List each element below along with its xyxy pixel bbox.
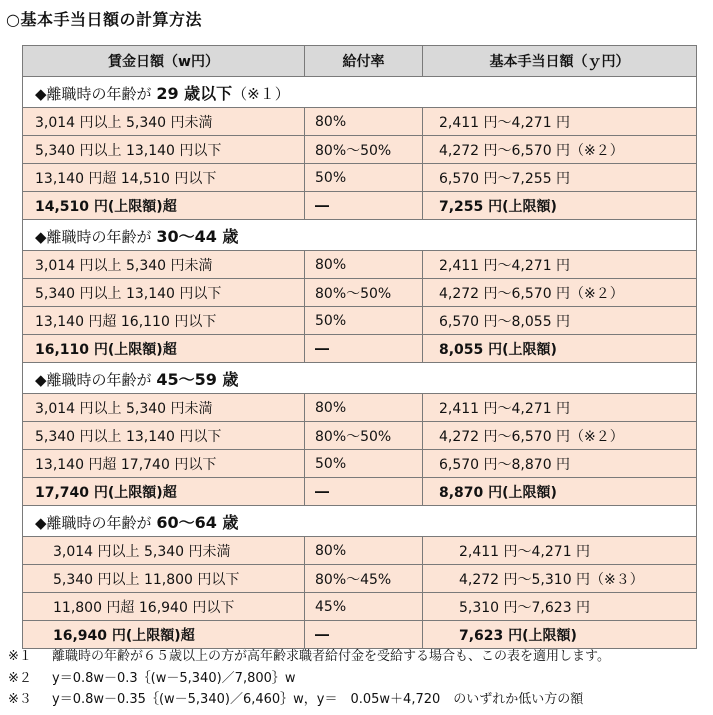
- table-row: [23, 108, 697, 136]
- wage-cell: 17,740 円(上限額)超: [23, 478, 305, 506]
- rate-cell: 80%～50%: [305, 279, 423, 307]
- footnotes: [8, 646, 610, 711]
- wage-cell: 3,014 円以上 5,340 円未満: [23, 108, 305, 136]
- rate-cell: ―: [305, 478, 423, 506]
- section-heading: [23, 363, 697, 394]
- table-row: [23, 537, 697, 565]
- section-age: 60～64 歳: [156, 512, 239, 532]
- table-row: [23, 251, 697, 279]
- rate-cell: 80%: [305, 394, 423, 422]
- benefit-cell: 2,411 円～4,271 円: [423, 251, 697, 279]
- section-age-60-64: [23, 506, 697, 649]
- section-age-45-59: [23, 363, 697, 506]
- wage-cell: 3,014 円以上 5,340 円未満: [23, 251, 305, 279]
- section-prefix: ◆離職時の年齢が: [35, 513, 157, 532]
- rate-cell: ―: [305, 335, 423, 363]
- wage-cell: 13,140 円超 17,740 円以下: [23, 450, 305, 478]
- benefit-cell: 8,055 円(上限額): [423, 335, 697, 363]
- wage-cell: 3,014 円以上 5,340 円未満: [23, 537, 305, 565]
- section-prefix: ◆離職時の年齢が: [35, 84, 157, 103]
- footnote-3: [8, 689, 610, 711]
- wage-cell: 16,940 円(上限額)超: [23, 621, 305, 649]
- rate-cell: 80%～50%: [305, 422, 423, 450]
- header-wage: 賃金日額（w円）: [23, 46, 305, 77]
- benefit-cell: 6,570 円～8,055 円: [423, 307, 697, 335]
- section-age-30-44: [23, 220, 697, 363]
- table-row: [23, 394, 697, 422]
- benefit-cell: 6,570 円～7,255 円: [423, 164, 697, 192]
- rate-cell: 50%: [305, 450, 423, 478]
- benefit-cell: 5,310 円～7,623 円: [423, 593, 697, 621]
- table-row: [23, 422, 697, 450]
- section-suffix: （※１）: [232, 84, 290, 103]
- rate-cell: ―: [305, 621, 423, 649]
- rate-cell: 80%: [305, 108, 423, 136]
- rate-cell: 45%: [305, 593, 423, 621]
- section-heading: [23, 506, 697, 537]
- benefit-cell: 2,411 円～4,271 円: [423, 537, 697, 565]
- benefit-cell: 4,272 円～5,310 円（※３）: [423, 565, 697, 593]
- footnote-text: 離職時の年齢が６５歳以上の方が高年齢求職者給付金を受給する場合も、この表を適用します。: [52, 649, 610, 664]
- footnote-text: y＝0.8w－0.35｛(w－5,340)／6,460｝w，y＝ 0.05w＋4,720 のいずれか低い方の額: [52, 692, 584, 707]
- rate-cell: 80%: [305, 251, 423, 279]
- table-row-limit: [23, 192, 697, 220]
- wage-cell: 11,800 円超 16,940 円以下: [23, 593, 305, 621]
- benefit-table: [22, 45, 697, 649]
- benefit-cell: 4,272 円～6,570 円（※２）: [423, 279, 697, 307]
- section-prefix: ◆離職時の年齢が: [35, 370, 157, 389]
- benefit-cell: 2,411 円～4,271 円: [423, 108, 697, 136]
- benefit-cell: 4,272 円～6,570 円（※２）: [423, 422, 697, 450]
- rate-cell: 50%: [305, 307, 423, 335]
- wage-cell: 13,140 円超 16,110 円以下: [23, 307, 305, 335]
- footnote-mark: ※２: [8, 670, 32, 686]
- benefit-cell: 7,623 円(上限額): [423, 621, 697, 649]
- header-rate: 給付率: [305, 46, 423, 77]
- page-title: ○基本手当日額の計算方法: [6, 10, 202, 29]
- wage-cell: 5,340 円以上 13,140 円以下: [23, 136, 305, 164]
- table-row: [23, 565, 697, 593]
- table-row: [23, 307, 697, 335]
- section-age: 30～44 歳: [156, 226, 239, 246]
- header-row: [23, 46, 697, 77]
- rate-cell: 80%～45%: [305, 565, 423, 593]
- benefit-cell: 6,570 円～8,870 円: [423, 450, 697, 478]
- section-age: 29 歳以下: [156, 83, 233, 103]
- header-benefit: 基本手当日額（ｙ円）: [423, 46, 697, 77]
- table-row-limit: [23, 621, 697, 649]
- rate-cell: 80%～50%: [305, 136, 423, 164]
- footnote-1: [8, 646, 610, 668]
- section-age-29: [23, 77, 697, 220]
- benefit-cell: 7,255 円(上限額): [423, 192, 697, 220]
- table-row-limit: [23, 478, 697, 506]
- footnote-mark: ※１: [8, 649, 32, 664]
- footnote-mark: ※３: [8, 692, 32, 707]
- footnote-2: [8, 668, 610, 690]
- section-age: 45～59 歳: [156, 369, 239, 389]
- table-row: [23, 450, 697, 478]
- benefit-cell: 2,411 円～4,271 円: [423, 394, 697, 422]
- wage-cell: 14,510 円(上限額)超: [23, 192, 305, 220]
- section-prefix: ◆離職時の年齢が: [35, 227, 157, 246]
- footnote-text: y＝0.8w－0.3｛(w－5,340)／7,800｝w: [52, 670, 296, 686]
- table-row-limit: [23, 335, 697, 363]
- table-row: [23, 593, 697, 621]
- section-heading: [23, 77, 697, 108]
- wage-cell: 5,340 円以上 13,140 円以下: [23, 422, 305, 450]
- table-row: [23, 136, 697, 164]
- rate-cell: 80%: [305, 537, 423, 565]
- table-row: [23, 279, 697, 307]
- benefit-cell: 4,272 円～6,570 円（※２）: [423, 136, 697, 164]
- section-heading: [23, 220, 697, 251]
- benefit-cell: 8,870 円(上限額): [423, 478, 697, 506]
- rate-cell: 50%: [305, 164, 423, 192]
- wage-cell: 5,340 円以上 11,800 円以下: [23, 565, 305, 593]
- wage-cell: 3,014 円以上 5,340 円未満: [23, 394, 305, 422]
- table-row: [23, 164, 697, 192]
- wage-cell: 16,110 円(上限額)超: [23, 335, 305, 363]
- rate-cell: ―: [305, 192, 423, 220]
- wage-cell: 13,140 円超 14,510 円以下: [23, 164, 305, 192]
- wage-cell: 5,340 円以上 13,140 円以下: [23, 279, 305, 307]
